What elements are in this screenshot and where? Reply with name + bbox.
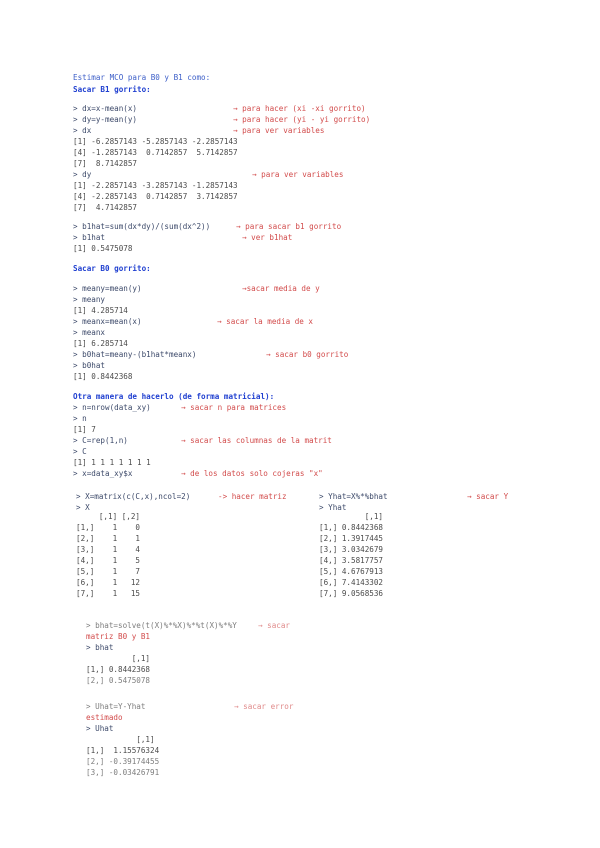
code-note: → para hacer (yi - yi gorrito) — [233, 115, 371, 124]
code-note: → sacar — [258, 621, 291, 630]
matrix-row: [7,] 9.0568536 — [319, 589, 384, 598]
matrix-row: [4,] 3.5817757 — [319, 556, 384, 565]
code-line: > bhat — [86, 643, 114, 652]
code-note: → sacar n para matrices — [181, 403, 287, 412]
matrix-header: [,1] — [319, 512, 384, 521]
matrix-row: [1,] 0.8442368 — [319, 523, 384, 532]
code-note: → sacar error — [234, 702, 294, 711]
output-line: [1] -6.2857143 -5.2857143 -2.2857143 — [73, 137, 238, 146]
code-note: matriz B0 y B1 — [86, 632, 151, 641]
output-line: [7] 4.7142857 — [73, 203, 138, 212]
matrix-header: [,1] [,2] — [76, 512, 141, 521]
code-line: > meanx=mean(x) — [73, 317, 142, 326]
heading-matricial: Otra manera de hacerlo (de forma matricial): — [73, 392, 275, 401]
output-line: [1] 1 1 1 1 1 1 1 — [73, 458, 151, 467]
matrix-row: [7,] 1 15 — [76, 589, 141, 598]
output-line: [1] 4.285714 — [73, 306, 128, 315]
code-line: > dx — [73, 126, 92, 135]
output-line: [1] 0.8442368 — [73, 372, 133, 381]
output-line: [1] 0.5475078 — [73, 244, 133, 253]
code-line: > dx=x-mean(x) — [73, 104, 138, 113]
output-line: [1] 6.285714 — [73, 339, 128, 348]
code-note: -> hacer matriz — [218, 492, 287, 501]
matrix-row: [3,] -0.03426791 — [86, 768, 160, 777]
matrix-row: [3,] 1 4 — [76, 545, 141, 554]
output-line: [1] -2.2857143 -3.2857143 -1.2857143 — [73, 181, 238, 190]
code-note: → para ver variables — [252, 170, 344, 179]
heading-b0: Sacar B0 gorrito: — [73, 264, 151, 273]
code-line: > Yhat — [319, 503, 347, 512]
matrix-row: [2,] 1.3917445 — [319, 534, 384, 543]
code-note: → sacar b0 gorrito — [266, 350, 349, 359]
matrix-row: [1,] 1.15576324 — [86, 746, 160, 755]
matrix-header: [,1] — [86, 654, 151, 663]
code-line: > bhat=solve(t(X)%*%X)%*%t(X)%*%Y — [86, 621, 237, 630]
matrix-row: [2,] -0.39174455 — [86, 757, 160, 766]
matrix-row: [3,] 3.0342679 — [319, 545, 384, 554]
code-line: > dy — [73, 170, 92, 179]
code-note: → para sacar b1 gorrito — [236, 222, 342, 231]
code-line: > meany=mean(y) — [73, 284, 142, 293]
output-line: [1] 7 — [73, 425, 96, 434]
matrix-row: [2,] 0.5475078 — [86, 676, 151, 685]
code-line: > meanx — [73, 328, 106, 337]
code-line: > dy=y-mean(y) — [73, 115, 138, 124]
matrix-row: [5,] 4.6767913 — [319, 567, 384, 576]
matrix-header: [,1] — [86, 735, 155, 744]
matrix-row: [6,] 7.4143302 — [319, 578, 384, 587]
output-line: [4] -2.2857143 0.7142857 3.7142857 — [73, 192, 238, 201]
code-line: > n — [73, 414, 87, 423]
code-note: estimado — [86, 713, 123, 722]
output-line: [4] -1.2857143 0.7142857 5.7142857 — [73, 148, 238, 157]
matrix-row: [1,] 1 0 — [76, 523, 141, 532]
code-line: > Uhat=Y-Yhat — [86, 702, 146, 711]
matrix-row: [1,] 0.8442368 — [86, 665, 151, 674]
code-note: → para hacer (xi -xi gorrito) — [233, 104, 366, 113]
code-line: > b0hat — [73, 361, 106, 370]
code-line: > b1hat — [73, 233, 106, 242]
code-line: > Uhat — [86, 724, 114, 733]
code-line: > b1hat=sum(dx*dy)/(sum(dx^2)) — [73, 222, 211, 231]
code-line: > n=nrow(data_xy) — [73, 403, 151, 412]
code-note: → sacar Y — [467, 492, 509, 501]
matrix-row: [2,] 1 1 — [76, 534, 141, 543]
code-line: > C — [73, 447, 87, 456]
code-line: > b0hat=meany-(b1hat*meanx) — [73, 350, 197, 359]
matrix-row: [5,] 1 7 — [76, 567, 141, 576]
heading-b1: Sacar B1 gorrito: — [73, 85, 151, 94]
output-line: [7] 8.7142857 — [73, 159, 138, 168]
code-note: → de los datos solo cojeras "x" — [181, 469, 323, 478]
code-note: →sacar media de y — [242, 284, 320, 293]
code-line: > X=matrix(c(C,x),ncol=2) — [76, 492, 191, 501]
code-line: > X — [76, 503, 90, 512]
code-line: > meany — [73, 295, 106, 304]
code-note: → sacar la media de x — [217, 317, 314, 326]
matrix-row: [4,] 1 5 — [76, 556, 141, 565]
code-note: → para ver variables — [233, 126, 325, 135]
code-line: > C=rep(1,n) — [73, 436, 128, 445]
code-note: → sacar las columnas de la matrit — [181, 436, 332, 445]
code-line: > x=data_xy$x — [73, 469, 133, 478]
code-note: → ver b1hat — [242, 233, 293, 242]
intro-text: Estimar MCO para B0 y B1 como: — [73, 73, 211, 82]
matrix-row: [6,] 1 12 — [76, 578, 141, 587]
code-line: > Yhat=X%*%bhat — [319, 492, 388, 501]
